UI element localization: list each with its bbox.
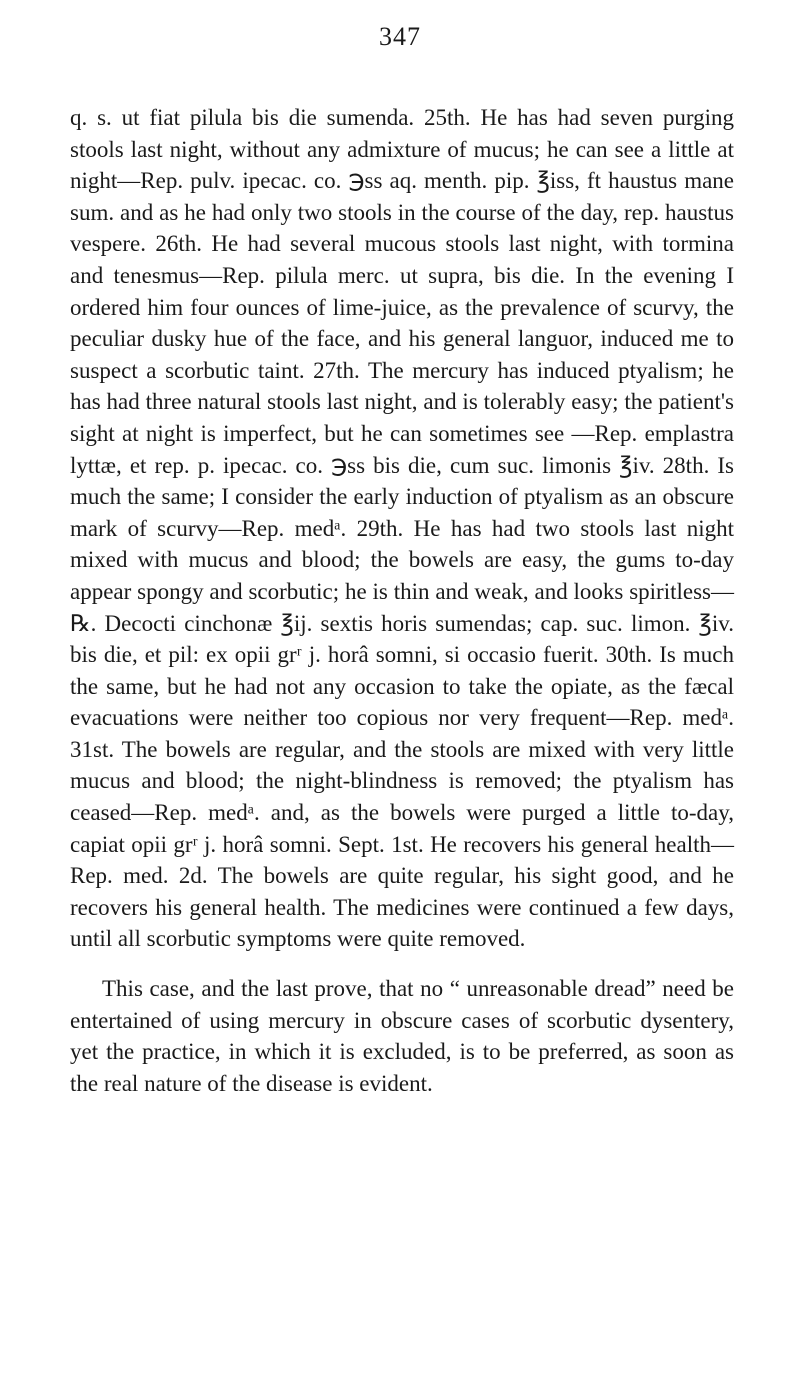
body-text <box>70 102 734 1099</box>
paragraph-case-notes: q. s. ut fiat pilula bis die sumenda. 25th. He has had seven purging stools last night, without any admixture of mucus; he can see a little at night—Rep. pulv. ipecac. co. ℈ss aq. menth. pip. ℥iss, ft haustus mane sum. and as he had only two stools in the course of the day, rep. haustus vespere. 26th. He had several mucous stools last night, with tormina and tenesmus—Rep. pilula merc. ut supra, bis die. In the evening I ordered him four ounces of lime-juice, as the prevalence of scurvy, the peculiar dusky hue of the face, and his general languor, induced me to suspect a scorbutic taint. 27th. The mercury has induced ptyalism; he has had three natural stools last night, and is tolerably easy; the patient's sight at night is imperfect, but he can sometimes see —Rep. emplastra lyttæ, et rep. p. ipecac. co. ℈ss bis die, cum suc. limonis ℥iv. 28th. Is much the same; I consider the early induction of ptyalism as an obscure mark of scurvy—Rep. medᵃ. 29th. He has had two stools last night mixed with mucus and blood; the bowels are easy, the gums to-day appear spongy and scorbutic; he is thin and weak, and looks spiritless—℞. Decocti cinchonæ ℥ij. sextis horis sumendas; cap. suc. limon. ℥iv. bis die, et pil: ex opii grʳ j. horâ somni, si occasio fuerit. 30th. Is much the same, but he had not any occasion to take the opiate, as the fæcal evacuations were neither too copious nor very frequent—Rep. medᵃ. 31st. The bowels are regular, and the stools are mixed with very little mucus and blood; the night-blindness is removed; the ptyalism has ceased—Rep. medᵃ. and, as the bowels were purged a little to-day, capiat opii grʳ j. horâ somni. Sept. 1st. He recovers his general health—Rep. med. 2d. The bowels are quite regular, his sight good, and he recovers his general health. The medicines were continued a few days, until all scorbutic symptoms were quite removed. <box>70 105 734 952</box>
page-number: 347 <box>379 22 421 51</box>
paragraph-conclusion: This case, and the last prove, that no “ unreasonable dread” need be entertained of using mercury in obscure cases of scorbutic dysentery, yet the practice, in which it is excluded, is to be preferred, as soon as the real nature of the disease is evident. <box>70 976 734 1096</box>
